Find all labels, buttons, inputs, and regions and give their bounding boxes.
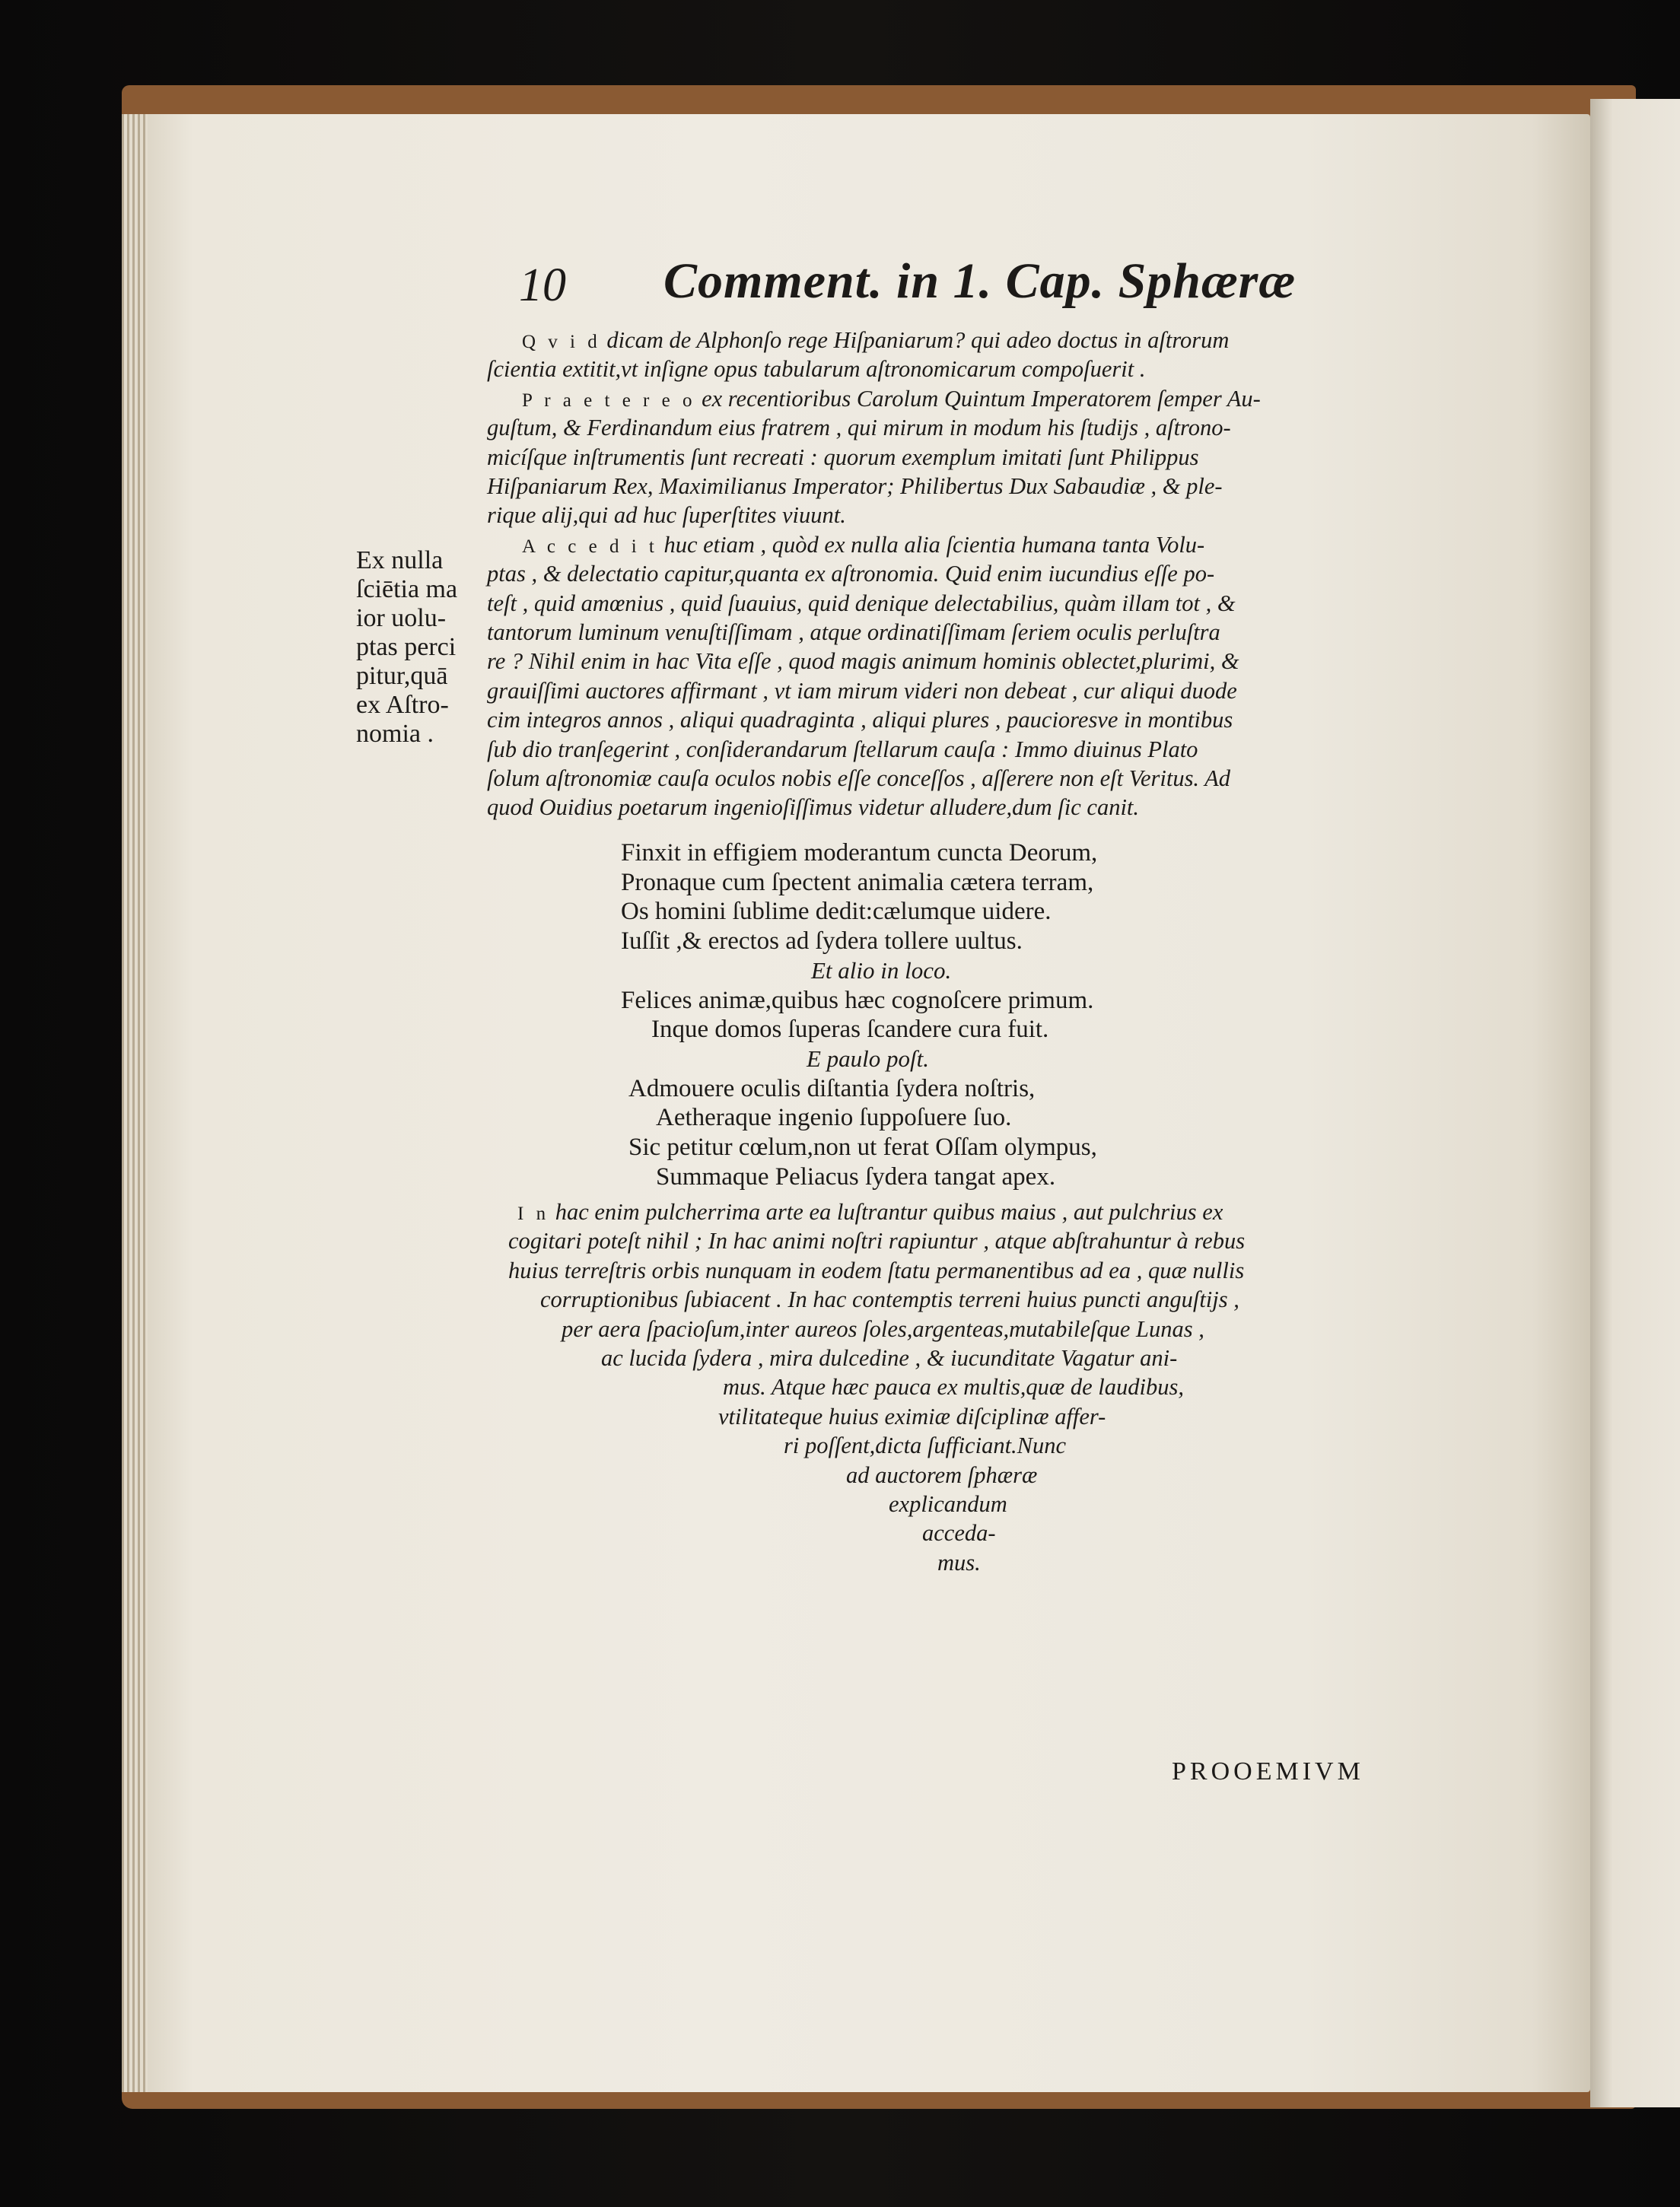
verse-line: Felices animæ,quibus hæc cognoſcere primum. [621, 986, 1094, 1014]
text-line-content: ex recentioribus Carolum Quintum Imperatorem ſemper Au- [695, 385, 1261, 412]
page-edges [122, 114, 148, 2092]
page-header [502, 253, 1297, 320]
text-line [522, 384, 1261, 415]
text-line [487, 559, 1214, 588]
text-line [487, 705, 1233, 734]
text-line-content: ſolum aſtronomiæ cauſa oculos nobis eſſe conceſſos , aſſerere non eſt Veritus. Ad [487, 765, 1231, 791]
margin-note-line: Ex nulla [356, 546, 444, 574]
text-line [784, 1431, 1066, 1460]
verse-line: Finxit in effigiem moderantum cuncta Deorum, [621, 839, 1098, 867]
margin-note-line: nomia . [356, 720, 434, 748]
text-line-content: explicandum [889, 1491, 1007, 1517]
text-line [601, 1344, 1177, 1372]
text-line [508, 1256, 1244, 1285]
text-line [487, 735, 1198, 764]
text-line-content: huc etiam , quòd ex nulla alia ſcientia humana tanta Volu- [657, 531, 1205, 558]
text-line-content: ri poſſent,dicta ſufficiant.Nunc [784, 1433, 1067, 1459]
text-line-content: corruptionibus ſubiacent . In hac contemptis terreni huius puncti anguſtijs , [540, 1286, 1239, 1313]
text-line [540, 1285, 1239, 1314]
text-line [517, 1197, 1223, 1229]
verse-line: Pronaque cum ſpectent animalia cætera terram, [621, 868, 1094, 896]
text-line [562, 1315, 1204, 1344]
text-line [922, 1519, 996, 1547]
text-line-content: tantorum luminum venuſtiſſimam , atque ordinatiſſimam ſeriem oculis perluſtra [487, 619, 1220, 645]
section-lead-word: P r a e t e r e o [522, 390, 696, 411]
text-line-content: vtilitateque huius eximiæ diſciplinæ affer- [718, 1403, 1106, 1429]
text-line [937, 1548, 981, 1577]
text-line [487, 413, 1231, 442]
text-line [846, 1461, 1037, 1490]
text-line-content: mus. [937, 1549, 981, 1576]
text-line-content: acceda- [922, 1520, 996, 1547]
margin-note [356, 546, 457, 749]
verse-heading: Et alio in loco. [811, 956, 952, 984]
text-line [889, 1490, 1007, 1519]
text-line-content: rique alij,qui ad huc ſuperſtites viuunt. [487, 502, 846, 529]
verse-heading: E paulo poſt. [807, 1045, 930, 1072]
verse-line: Summaque Peliacus ſydera tangat apex. [656, 1162, 1056, 1191]
section-lead-word: Q v i d [522, 332, 601, 352]
section-lead-word: A c c e d i t [522, 536, 658, 557]
text-line-content: ſcientia extitit,vt inſigne opus tabularum aſtronomicarum compoſuerit . [487, 356, 1146, 383]
section-lead-word: I n [517, 1204, 550, 1224]
verse-line: Aetheraque ingenio ſuppoſuere ſuo. [656, 1104, 1012, 1132]
verse-line: Os homini ſublime dedit:cælumque uidere. [621, 898, 1052, 926]
text-line-content: hac enim pulcherrima arte ea luſtrantur quibus maius , aut pulchrius ex [549, 1199, 1223, 1225]
text-line-content: Hiſpaniarum Rex, Maximilianus Imperator; Philibertus Dux Sabaudiæ , & ple- [487, 473, 1223, 499]
text-line [508, 1226, 1245, 1255]
text-line-content: mus. Atque hæc pauca ex multis,quæ de laudibus, [723, 1374, 1184, 1401]
text-line-content: dicam de Alphonſo rege Hiſpaniarum? qui adeo doctus in aſtrorum [600, 327, 1230, 353]
text-line [487, 355, 1145, 383]
text-line [723, 1372, 1184, 1401]
text-line [522, 326, 1229, 357]
page-number: 10 [519, 259, 566, 311]
text-line [487, 501, 846, 529]
text-line-content: ad auctorem ſphæræ [846, 1461, 1038, 1488]
text-line [718, 1402, 1106, 1431]
margin-note-line: ior uolu- [356, 604, 447, 632]
text-line-content: quod Ouidius poetarum ingenioſiſſimus videtur alludere,dum ſic canit. [487, 794, 1140, 821]
text-line-content: cogitari poteſt nihil ; In hac animi noſtri rapiuntur , atque abſtrahuntur à rebus [508, 1228, 1246, 1255]
text-line-content: ſub dio tranſegerint , conſiderandarum ſtellarum cauſa : Immo diuinus Plato [487, 736, 1198, 762]
text-line-content: cim integros annos , aliqui quadraginta , aliqui plures , paucioresve in montibus [487, 707, 1233, 733]
verse-line: Admouere oculis diſtantia ſydera noſtris, [628, 1074, 1036, 1102]
margin-note-line: ex Aſtro- [356, 691, 449, 719]
text-line-content: micíſque inſtrumentis ſunt recreati : quorum exemplum imitati ſunt Philippus [487, 444, 1199, 470]
margin-note-line: pitur,quā [356, 662, 448, 690]
text-line [487, 443, 1199, 472]
text-line-content: ptas , & delectatio capitur,quanta ex aſtronomia. Quid enim iucundius eſſe po- [487, 561, 1215, 587]
text-line-content: guſtum, & Ferdinandum eius fratrem , qui mirum in modum his ſtudijs , aſtrono- [487, 415, 1231, 441]
text-line [487, 589, 1236, 618]
text-line-content: per aera ſpacioſum,inter aureos ſoles,argenteas,mutabileſque Lunas , [562, 1315, 1204, 1342]
margin-note-line: ſciētia ma [356, 575, 458, 603]
text-line [487, 647, 1239, 676]
text-line-content: re ? Nihil enim in hac Vita eſſe , quod magis animum hominis oblectet,plurimi, & [487, 648, 1239, 675]
margin-note-line: ptas perci [356, 633, 457, 661]
text-line [487, 764, 1230, 793]
text-line [522, 530, 1204, 561]
verse-line: Iuſſit ,& erectos ad ſydera tollere uultus. [621, 927, 1023, 956]
text-line-content: teſt , quid amœnius , quid ſuauius, quid denique delectabilius, quàm illam tot , & [487, 590, 1236, 616]
text-line [487, 472, 1223, 501]
text-line [487, 676, 1237, 705]
verse-line: Inque domos ſuperas ſcandere cura fuit. [651, 1016, 1049, 1044]
running-head: Comment. in 1. Cap. Sphæræ [663, 253, 1297, 309]
verse-line: Sic petitur cœlum,non ut ferat Oſſam olympus, [628, 1134, 1097, 1161]
text-line [487, 793, 1139, 822]
catchword: PROOEMIVM [1172, 1757, 1364, 1786]
text-line-content: ac lucida ſydera , mira dulcedine , & iucunditate Vagatur ani- [601, 1345, 1178, 1371]
text-line [487, 618, 1220, 647]
text-line-content: grauiſſimi auctores affirmant , vt iam mirum videri non debeat , cur aliqui duode [487, 677, 1237, 704]
text-line-content: huius terreſtris orbis nunquam in eodem ſtatu permanentibus ad ea , quæ nullis [508, 1257, 1245, 1283]
facing-page-edge [1590, 99, 1680, 2107]
